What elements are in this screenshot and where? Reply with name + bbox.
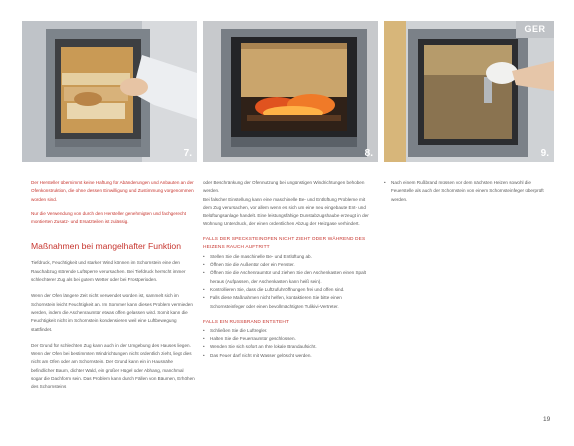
paragraph-ventilation: Bei falscher Einstellung kann eine maschinelle Be- und Entlüftung Probleme mit dem Zug verursachen, vor allem wenn es sich um eine neu eingebaute Ent- und Belüftungsanlage handelt. Eine leistungsfähige Dunstabzugshaube erzeugt in der Wohnung Unterdruck, der einen ordentlichen Abzug der Heizgase verhindert.	[203, 196, 369, 227]
paragraph-pressure: Tiefdruck, Feuchtigkeit und starker Wind können im Schornstein eine den Rauchabzug störende Luftsperre verursachen. Bei Tiefdruck herrscht immer schlechterer Zug als bei gutem Wetter oder bei Frostperioden.	[31, 260, 186, 283]
disclaimer-modifications: Der Hersteller übernimmt keine Haftung für Abänderungen und Anbauten an der Ofenkonstruktion, die ohne dessen Einwilligung und Zustimmung vorgenommen worden sind.	[31, 180, 194, 202]
fire-photo-illustration	[203, 21, 378, 162]
list-item: • Halten Sie die Feuerraumtür geschlossen.	[203, 335, 375, 343]
list-after-chimney-fire	[384, 179, 552, 204]
list-item: • Kontrollieren Sie, dass die Luftzufuhröffnungen frei und offen sind.	[203, 286, 375, 294]
disclaimer-spare-parts: Nur die Verwendung von durch den Hersteller genehmigten und fachgerecht montierten Zusatz- und Ersatzteilen ist zulässig.	[31, 210, 187, 225]
list-item: • Wenden Sie sich sofort an Ihre lokale Brandaufsicht.	[203, 343, 375, 351]
list-item: • Das Feuer darf nicht mit Wasser gelöscht werden.	[203, 352, 375, 360]
firewood-photo-illustration	[22, 21, 197, 162]
photo-loading-firewood	[22, 21, 197, 162]
photo-cleaning-glass	[384, 21, 554, 162]
subheading-chimney-fire: FALLS EIN RUSSBRAND ENTSTEHT	[203, 319, 290, 325]
list-no-draught	[203, 253, 375, 311]
photo-number: 9.	[540, 148, 549, 159]
list-item: • Nach einem Rußbrand müssen vor dem nächsten Heizen sowohl die Feuerstelle als auch der Schornstein von einem Schornsteinfeger überprüft werden.	[384, 179, 552, 204]
list-chimney-fire	[203, 327, 375, 360]
photo-burning-fire	[203, 21, 378, 162]
list-item: • Schließen Sie die Luftregler.	[203, 327, 375, 335]
paragraph-wind-continued: oder Beschränkung der Ofennutzung bei ungünstigen Windrichtungen behoben werden.	[203, 180, 365, 194]
paragraph-moisture: Wenn der Ofen längere Zeit nicht verwendet worden ist, sammelt sich im Schornstein leicht Feuchtigkeit an. Im Sommer kann dieses Problem vermieden werden, indem die Aschenraumtür etwas offen gelassen wird. Somit kann die Feuchtigkeit nicht im Schornstein kondensieren weil eine Luftbewegung stattfindet.	[31, 293, 193, 332]
subheading-no-draught: FALLS DER SPECKSTEINOFEN NICHT ZIEHT ODER WÄHREND DES HEIZENS RAUCH AUFTRITT	[203, 236, 366, 250]
page-number: 19	[543, 416, 551, 423]
photo-number: 7.	[183, 148, 192, 159]
photo-number: 8.	[364, 148, 373, 159]
list-item: • Öffnen Sie die Außentür oder ein Fenster.	[203, 261, 375, 269]
text-column-3	[384, 179, 552, 204]
paragraph-surroundings: Der Grund für schlechten Zug kann auch in der Umgebung des Hauses liegen. Wenn der Ofen bei bestimmten Windrichtungen nicht ordentlich zieht, liegt dies nicht am Ofen oder am Schornstein. Der Grund kann ein in Hausnähe befindlicher Baum, dichter Wald, ein großer Hügel oder Abhang, manchmal sogar die Dachform sein. Das Problem kann durch Fällen von Bäumen, Erhöhen des Schornsteins	[31, 342, 195, 390]
list-item: • Öffnen Sie die Aschenraumtür und ziehen Sie den Aschenkasten einen Spalt heraus (Aufpassen, der Aschenkasten kann heiß sein).	[203, 269, 375, 286]
list-item: • Stellen Sie die maschinelle Be- und Entlüftung ab.	[203, 253, 375, 261]
text-column-2	[203, 179, 375, 360]
text-column-1	[31, 179, 196, 392]
section-heading: Maßnahmen bei mangelhafter Funktion	[31, 241, 181, 252]
list-item: • Falls diese Maßnahmen nicht helfen, kontaktieren Sie bitte einen Schornsteinfeger oder einen bevollmächtigten Tulikivi-Vertreter.	[203, 294, 375, 311]
language-tag: GER	[516, 21, 554, 38]
cleaning-photo-illustration	[384, 21, 554, 162]
